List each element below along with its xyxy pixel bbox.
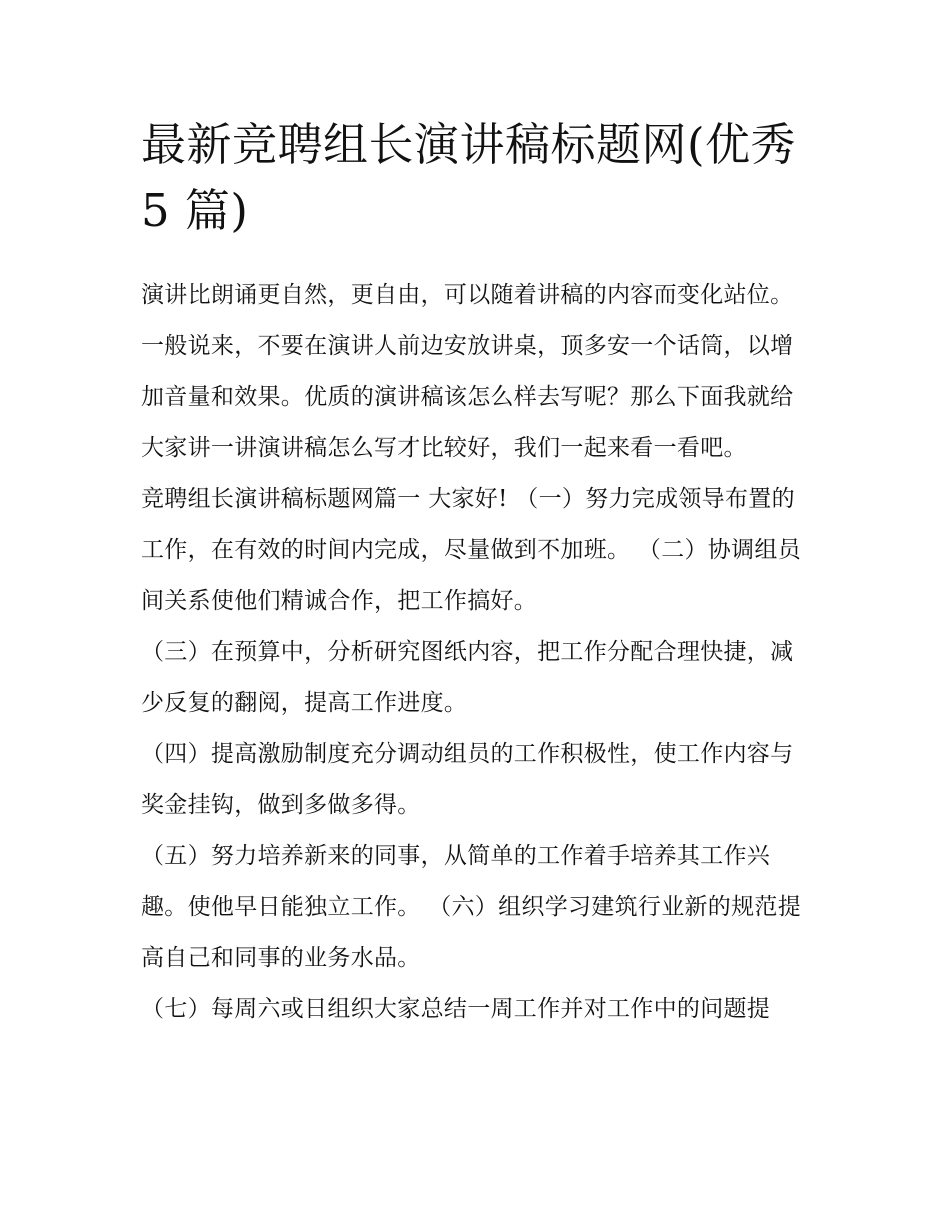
- document-body: [141, 112, 816, 1035]
- document-title: 最新竞聘组长演讲稿标题网(优秀 5 篇): [141, 118, 797, 237]
- paragraph-1: 竞聘组长演讲稿标题网篇一 大家好! （一）努力完成领导布置的工作，在有效的时间内完成，尽量做到不加班。 （二）协调组员间关系使他们精诚合作，把工作搞好。: [141, 486, 802, 614]
- paragraph-3: （四）提高激励制度充分调动组员的工作积极性，使工作内容与奖金挂钩，做到多做多得。: [141, 741, 794, 818]
- paragraph-2: （三）在预算中，分析研究图纸内容，把工作分配合理快捷，减少反复的翻阅，提高工作进度。: [141, 639, 794, 716]
- paragraph-4: （五）努力培养新来的同事，从简单的工作着手培养其工作兴趣。使他早日能独立工作。 （六）组织学习建筑行业新的规范提高自己和同事的业务水品。: [141, 843, 802, 971]
- paragraph-5: （七）每周六或日组织大家总结一周工作并对工作中的问题提: [141, 996, 771, 1022]
- paragraph-intro: 演讲比朗诵更自然，更自由，可以随着讲稿的内容而变化站位。一般说来，不要在演讲人前边安放讲桌，顶多安一个话筒，以增加音量和效果。优质的演讲稿该怎么样去写呢？那么下面我就给大家讲一讲演讲稿怎么写才比较好，我们一起来看一看吧。: [141, 282, 794, 461]
